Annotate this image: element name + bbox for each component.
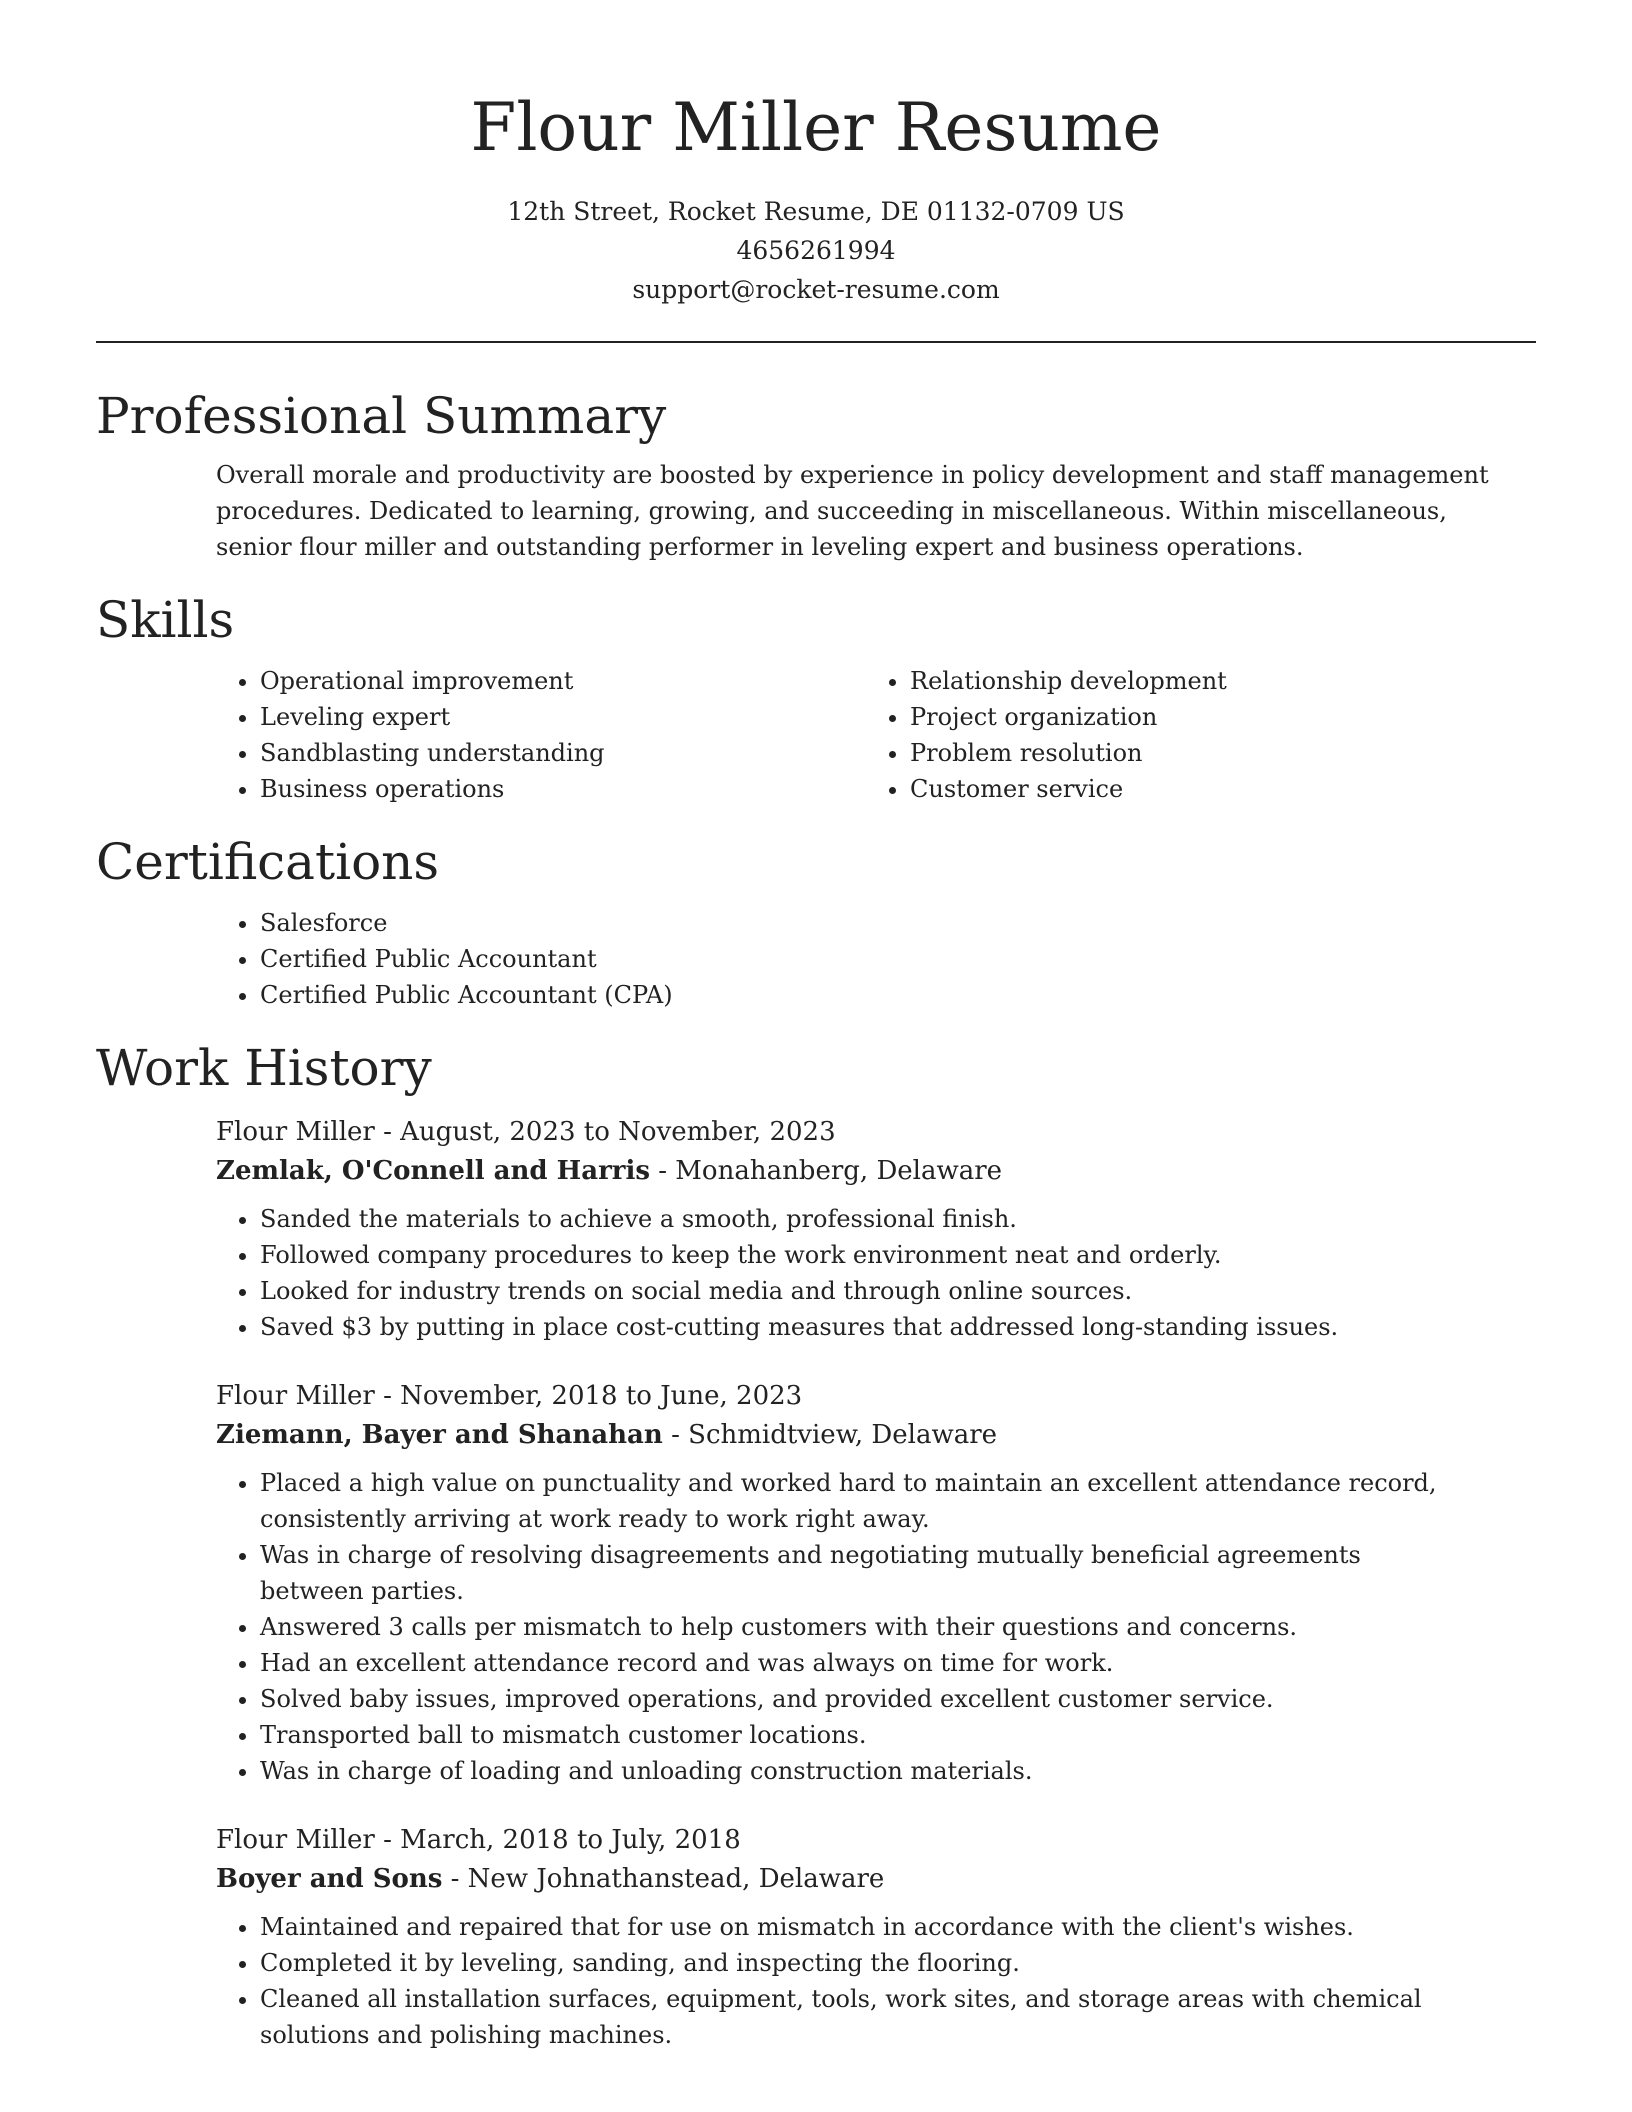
skills-columns bbox=[216, 663, 1536, 807]
header-divider bbox=[96, 341, 1536, 343]
skills-list-left bbox=[216, 663, 866, 807]
job-title: Flour Miller - August, 2023 to November, 2023 bbox=[216, 1117, 836, 1147]
contact-address: 12th Street, Rocket Resume, DE 01132-0709 US bbox=[507, 197, 1125, 226]
job-company-line bbox=[216, 1416, 1536, 1455]
skills-heading: Skills bbox=[96, 591, 235, 649]
job-bullet: • Followed company procedures to keep the work environment neat and orderly. bbox=[260, 1237, 1536, 1273]
job-company-line bbox=[216, 1152, 1536, 1191]
work-history-heading: Work History bbox=[96, 1039, 432, 1097]
certification-item: • Certified Public Accountant bbox=[260, 941, 1536, 977]
skill-item: • Problem resolution bbox=[910, 735, 1516, 771]
job-bullet: • Solved baby issues, improved operations, and provided excellent customer service. bbox=[260, 1681, 1460, 1717]
job-bullet: • Maintained and repaired that for use on mismatch in accordance with the client's wishes. bbox=[260, 1909, 1520, 1945]
job-location: - Schmidtview, Delaware bbox=[662, 1420, 998, 1450]
job-bullet: • Sanded the materials to achieve a smooth, professional finish. bbox=[260, 1201, 1536, 1237]
skill-item: • Sandblasting understanding bbox=[260, 735, 866, 771]
certifications-heading: Certifications bbox=[96, 833, 440, 891]
job-bullets bbox=[216, 1909, 1520, 2053]
job-title: Flour Miller - March, 2018 to July, 2018 bbox=[216, 1825, 741, 1855]
job-bullet: • Was in charge of loading and unloading construction materials. bbox=[260, 1753, 1460, 1789]
skill-item: • Leveling expert bbox=[260, 699, 866, 735]
skill-item: • Business operations bbox=[260, 771, 866, 807]
job-bullet: • Saved $3 by putting in place cost-cutting measures that addressed long-standing issues. bbox=[260, 1309, 1536, 1345]
job-company: Boyer and Sons bbox=[216, 1864, 443, 1894]
skills-list-right bbox=[866, 663, 1516, 807]
job-company-line bbox=[216, 1860, 1536, 1899]
job-bullet: • Transported ball to mismatch customer locations. bbox=[260, 1717, 1460, 1753]
summary-heading: Professional Summary bbox=[96, 387, 667, 445]
job-entry bbox=[216, 1377, 1536, 1789]
certifications-list bbox=[216, 905, 1536, 1013]
skills-column-left bbox=[216, 663, 866, 807]
contact-block bbox=[96, 192, 1536, 309]
resume-page bbox=[96, 0, 1536, 2053]
contact-email: support@rocket-resume.com bbox=[632, 275, 1000, 304]
skill-item: • Relationship development bbox=[910, 663, 1516, 699]
skills-section bbox=[96, 589, 1536, 807]
resume-title: Flour Miller Resume bbox=[470, 89, 1162, 166]
certification-item: • Certified Public Accountant (CPA) bbox=[260, 977, 1536, 1013]
contact-phone: 4656261994 bbox=[736, 236, 896, 265]
summary-section bbox=[96, 385, 1536, 565]
job-bullet: • Cleaned all installation surfaces, equipment, tools, work sites, and storage areas with chemical solutions and polishing machines. bbox=[260, 1981, 1520, 2053]
job-location: - New Johnathanstead, Delaware bbox=[442, 1864, 885, 1894]
certification-item: • Salesforce bbox=[260, 905, 1536, 941]
job-entry bbox=[216, 1821, 1536, 2053]
certifications-section bbox=[96, 831, 1536, 1013]
job-bullet: • Had an excellent attendance record and was always on time for work. bbox=[260, 1645, 1460, 1681]
job-bullets bbox=[216, 1201, 1536, 1345]
skills-column-right bbox=[866, 663, 1516, 807]
job-bullet: • Placed a high value on punctuality and worked hard to maintain an excellent attendance record, consistently arriving at work ready to work right away. bbox=[260, 1465, 1460, 1537]
job-bullet: • Answered 3 calls per mismatch to help customers with their questions and concerns. bbox=[260, 1609, 1460, 1645]
skill-item: • Project organization bbox=[910, 699, 1516, 735]
resume-header bbox=[96, 0, 1536, 309]
job-company: Zemlak, O'Connell and Harris bbox=[216, 1156, 650, 1186]
job-title: Flour Miller - November, 2018 to June, 2023 bbox=[216, 1381, 803, 1411]
job-bullets bbox=[216, 1465, 1460, 1789]
skill-item: • Customer service bbox=[910, 771, 1516, 807]
job-location: - Monahanberg, Delaware bbox=[649, 1156, 1003, 1186]
job-bullet: • Looked for industry trends on social media and through online sources. bbox=[260, 1273, 1536, 1309]
work-history-section bbox=[96, 1037, 1536, 2053]
job-bullet: • Completed it by leveling, sanding, and inspecting the flooring. bbox=[260, 1945, 1520, 1981]
job-bullet: • Was in charge of resolving disagreements and negotiating mutually beneficial agreements between parties. bbox=[260, 1537, 1460, 1609]
job-company: Ziemann, Bayer and Shanahan bbox=[216, 1420, 663, 1450]
job-entry bbox=[216, 1113, 1536, 1345]
skill-item: • Operational improvement bbox=[260, 663, 866, 699]
summary-text: Overall morale and productivity are boosted by experience in policy development and staff management procedures. Dedicated to learning, growing, and succeeding in miscellaneous. Within miscellaneous, senior flour miller and outstanding performer in leveling expert and business operations. bbox=[216, 461, 1489, 561]
